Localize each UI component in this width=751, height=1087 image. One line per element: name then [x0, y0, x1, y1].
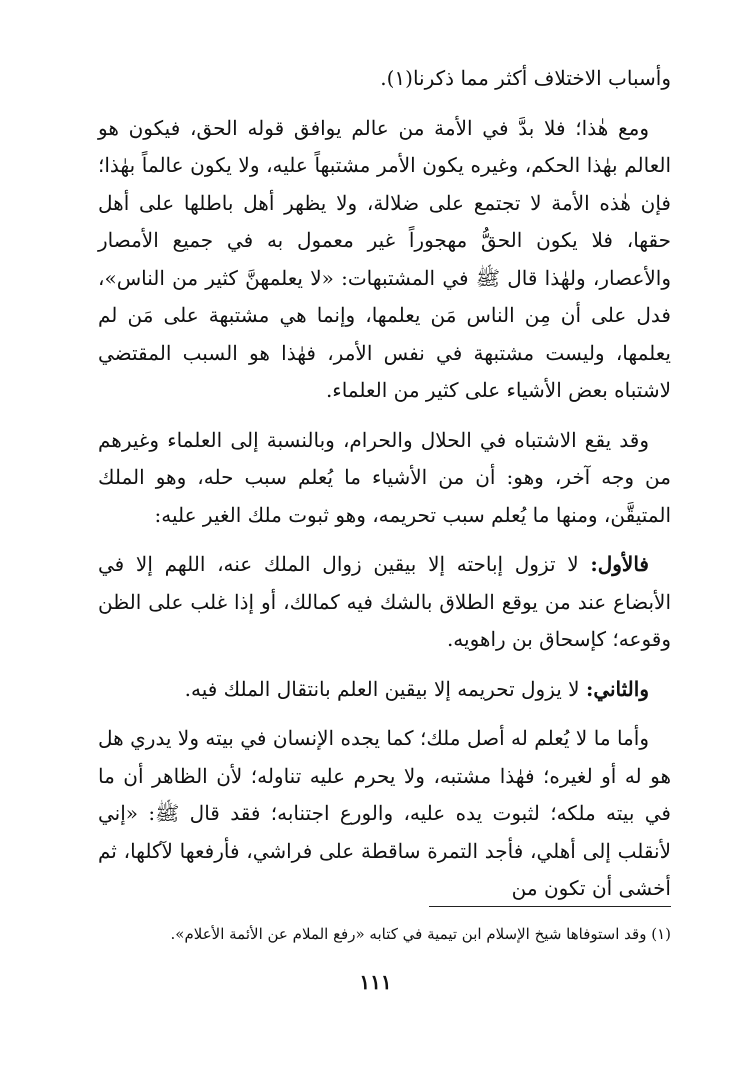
second-case-text: لا يزول تحريمه إلا بيقين العلم بانتقال الملك فيه.	[184, 676, 586, 701]
main-text	[98, 60, 671, 920]
first-case-label: فالأول:	[590, 552, 649, 576]
paragraph-intro: وأسباب الاختلاف أكثر مما ذكرنا(١).	[380, 66, 671, 90]
footnote: (١) وقد استوفاها شيخ الإسلام ابن تيمية في كتابه «رفع الملام عن الأئمة الأعلام».	[170, 925, 671, 943]
footnote-divider	[429, 906, 671, 907]
paragraph-unknown-ownership: وأما ما لا يُعلم له أصل ملك؛ كما يجده الإنسان في بيته ولا يدري هل هو له أو لغيره؛ فهٰذا مشتبه، ولا يحرم عليه تناوله؛ لأن الظاهر أن ما في بيته ملكه؛ لثبوت يده عليه، والورع اجتنابه؛ فقد قال ﷺ: «إني لأنقلب إلى أهلي، فأجد التمرة ساقطة على فراشي، فأرفعها لآكلها، ثم أخشى أن تكون من	[98, 726, 671, 900]
second-case-label: والثاني:	[585, 676, 649, 701]
paragraph-second-case	[98, 671, 671, 709]
first-case-text: لا تزول إباحته إلا بيقين زوال الملك عنه، اللهم إلا في الأبضاع عند من يوقع الطلاق بالشك فيه كمالك، أو إذا غلب على الظن وقوعه؛ كإسحاق بن راهويه.	[98, 552, 671, 651]
paragraph-first-case	[98, 546, 671, 659]
page-number: ١١١	[359, 970, 392, 994]
paragraph-truth-in-ummah: ومع هٰذا؛ فلا بدَّ في الأمة من عالم يوافق قوله الحق، فيكون هو العالم بهٰذا الحكم، وغيره يكون الأمر مشتبهاً عليه، ولا يكون عالماً بهٰذا؛ فإن هٰذه الأمة لا تجتمع على ضلالة، ولا يظهر أهل باطلها على أهل حقها، فلا يكون الحقُّ مهجوراً غير معمول به في جميع الأمصار والأعصار، ولهٰذا قال ﷺ في المشتبهات: «لا يعلمهنَّ كثير من الناس»، فدل على أن مِن الناس مَن يعلمها، وإنما هي مشتبهة على مَن لم يعلمها، وليست مشتبهة في نفس الأمر، فهٰذا هو السبب المقتضي لاشتباه بعض الأشياء على كثير من العلماء.	[98, 115, 671, 402]
paragraph-halal-haram: وقد يقع الاشتباه في الحلال والحرام، وبالنسبة إلى العلماء وغيرهم من وجه آخر، وهو: أن من الأشياء ما يُعلم سبب حله، وهو الملك المتيقَّن، ومنها ما يُعلم سبب تحريمه، وهو ثبوت ملك الغير عليه:	[98, 427, 671, 527]
